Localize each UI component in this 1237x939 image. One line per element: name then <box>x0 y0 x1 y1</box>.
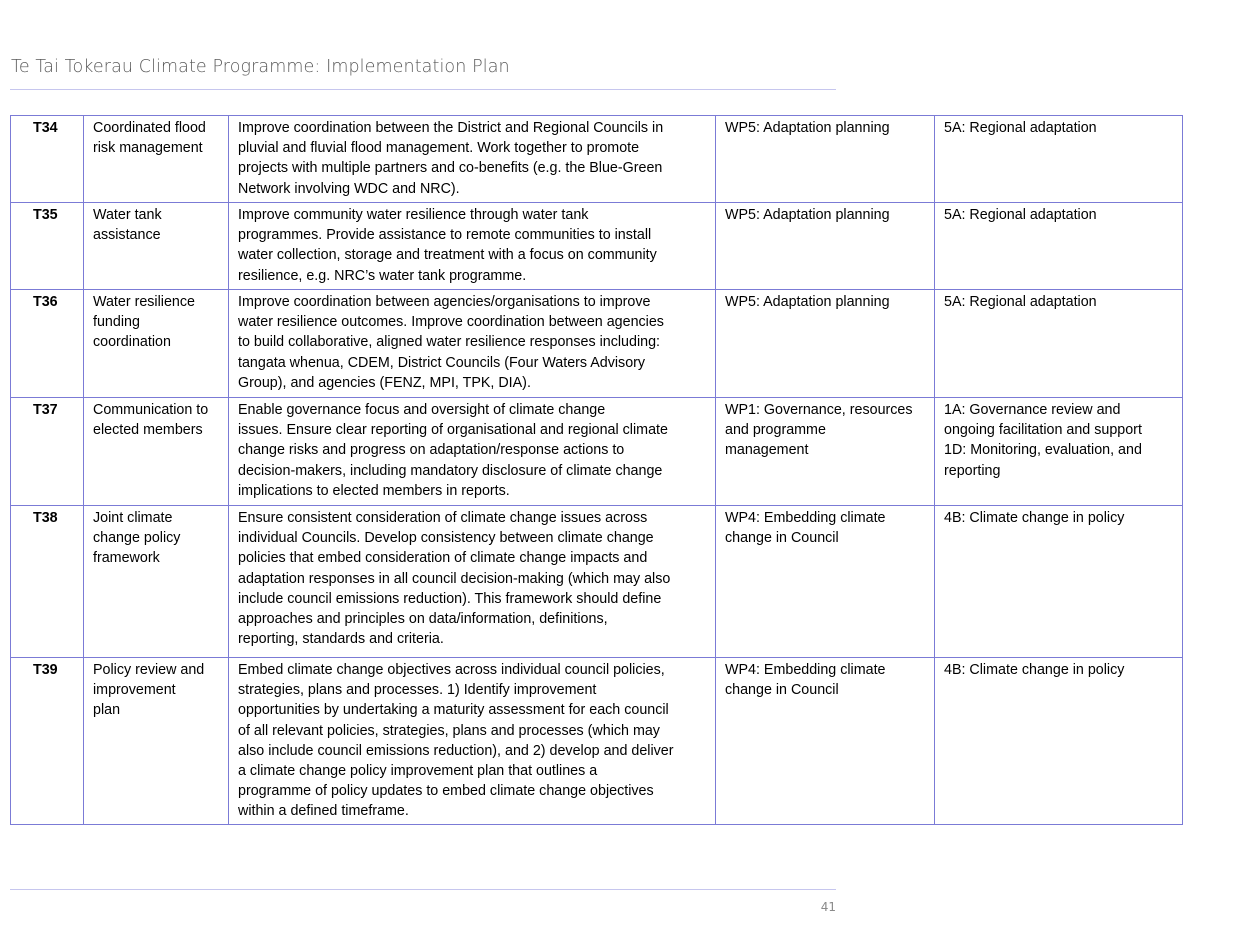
action-name: Water resilience funding coordination <box>84 290 229 398</box>
focus-area: 5A: Regional adaptation <box>935 116 1183 203</box>
workpackage: WP1: Governance, resources and programme management <box>716 398 935 506</box>
page-number: 41 <box>820 900 836 914</box>
implementation-table <box>10 115 1183 825</box>
action-id: T34 <box>11 116 84 203</box>
focus-area: 5A: Regional adaptation <box>935 203 1183 290</box>
page-title: Te Tai Tokerau Climate Programme: Implementation Plan <box>11 57 510 77</box>
workpackage: WP5: Adaptation planning <box>716 116 935 203</box>
action-name: Policy review and improvement plan <box>84 658 229 825</box>
action-id: T35 <box>11 203 84 290</box>
workpackage: WP5: Adaptation planning <box>716 203 935 290</box>
workpackage: WP4: Embedding climate change in Council <box>716 506 935 658</box>
table-row <box>11 658 1183 825</box>
header-divider <box>10 89 836 90</box>
table-row <box>11 203 1183 290</box>
workpackage: WP4: Embedding climate change in Council <box>716 658 935 825</box>
workpackage: WP5: Adaptation planning <box>716 290 935 398</box>
table-row <box>11 290 1183 398</box>
focus-area: 5A: Regional adaptation <box>935 290 1183 398</box>
action-description: Improve coordination between agencies/organisations to improve water resilience outcomes. Improve coordination between agencies to build collaborative, aligned water resilience responses including: tangata whenua, CDEM, District Councils (Four Waters Advisory Group), and agencies (FENZ, MPI, TPK, DIA). <box>229 290 716 398</box>
focus-area: 4B: Climate change in policy <box>935 658 1183 825</box>
footer-divider <box>10 889 836 890</box>
action-description: Ensure consistent consideration of climate change issues across individual Councils. Develop consistency between climate change policies that embed consideration of climate change impacts and adaptation responses in all council decision-making (which may also include council emissions reduction). This framework should define approaches and principles on data/information, definitions, reporting, standards and criteria. <box>229 506 716 658</box>
action-description: Embed climate change objectives across individual council policies, strategies, plans and processes. 1) Identify improvement opportunities by undertaking a maturity assessment for each council of all relevant policies, strategies, plans and processes (which may also include council emissions reduction), and 2) develop and deliver a climate change policy improvement plan that outlines a programme of policy updates to embed climate change objectives within a defined timeframe. <box>229 658 716 825</box>
action-description: Improve community water resilience through water tank programmes. Provide assistance to remote communities to install water collection, storage and treatment with a focus on community resilience, e.g. NRC’s water tank programme. <box>229 203 716 290</box>
action-name: Water tank assistance <box>84 203 229 290</box>
table-row <box>11 506 1183 658</box>
action-id: T39 <box>11 658 84 825</box>
action-description: Improve coordination between the District and Regional Councils in pluvial and fluvial flood management. Work together to promote projects with multiple partners and co-benefits (e.g. the Blue-Green Network involving WDC and NRC). <box>229 116 716 203</box>
action-name: Joint climate change policy framework <box>84 506 229 658</box>
action-description: Enable governance focus and oversight of climate change issues. Ensure clear reporting of organisational and regional climate change risks and progress on adaptation/response actions to decision-makers, including mandatory disclosure of climate change implications to elected members in reports. <box>229 398 716 506</box>
action-id: T36 <box>11 290 84 398</box>
focus-area: 4B: Climate change in policy <box>935 506 1183 658</box>
action-name: Communication to elected members <box>84 398 229 506</box>
action-id: T38 <box>11 506 84 658</box>
focus-area: 1A: Governance review and ongoing facilitation and support 1D: Monitoring, evaluation, and reporting <box>935 398 1183 506</box>
action-id: T37 <box>11 398 84 506</box>
table-row <box>11 116 1183 203</box>
table-row <box>11 398 1183 506</box>
action-name: Coordinated flood risk management <box>84 116 229 203</box>
